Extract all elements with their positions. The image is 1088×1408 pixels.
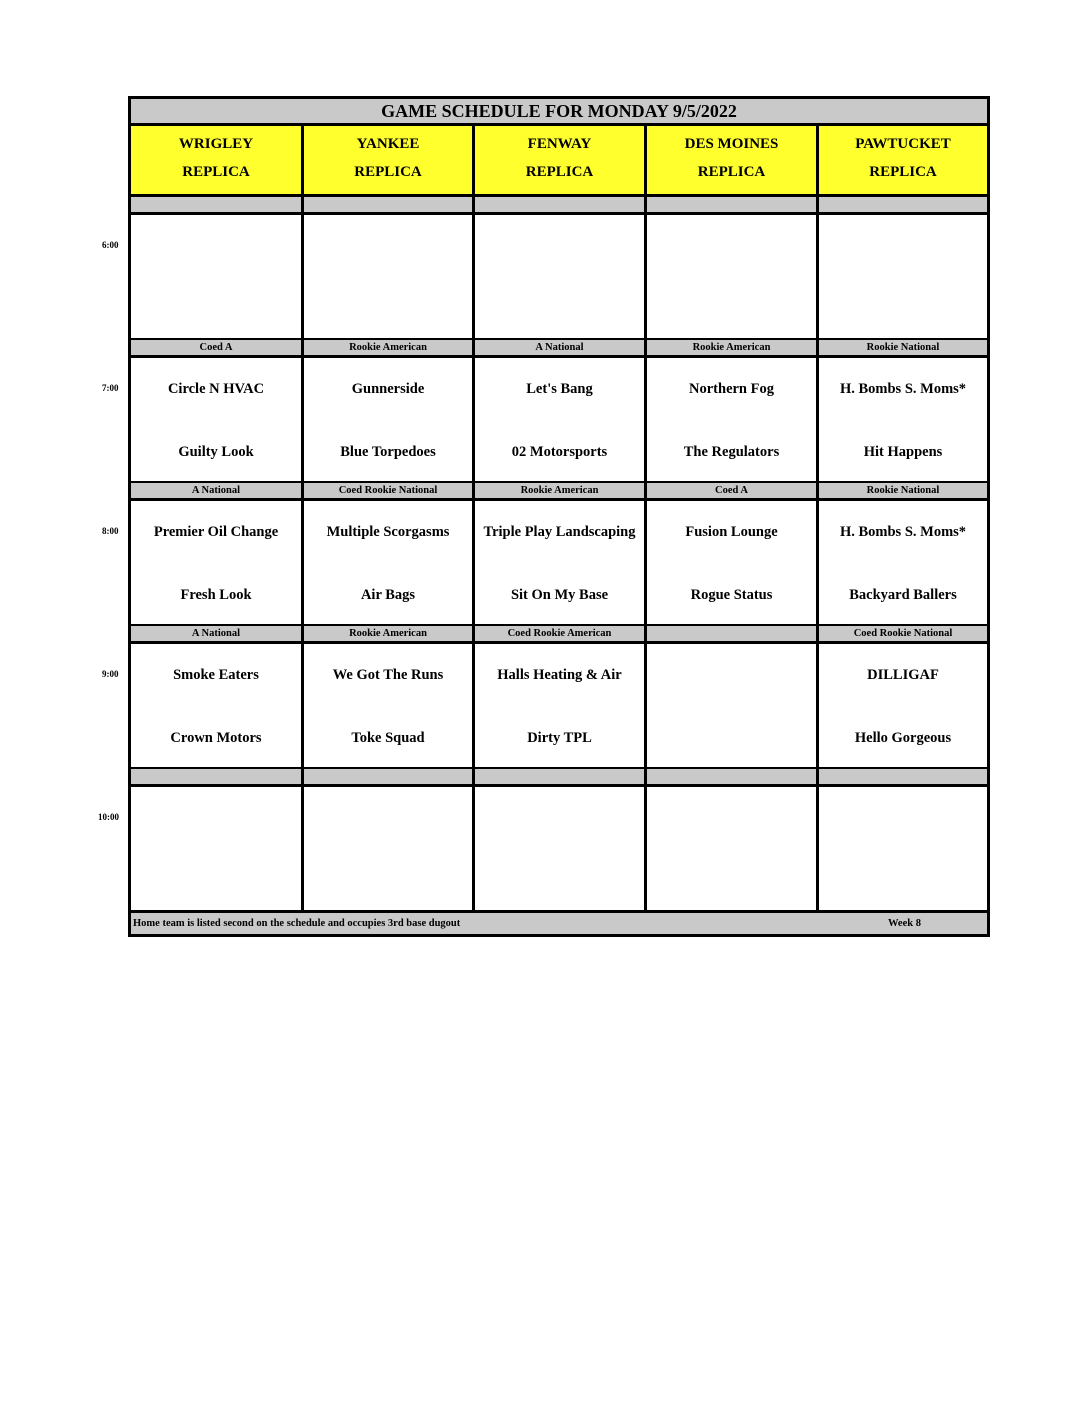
park-sub: REPLICA [525,164,594,180]
game-row [131,787,987,913]
away-team: Halls Heating & Air [497,667,622,683]
park-header-yankee [304,126,475,194]
game-cell [131,644,304,767]
away-team: We Got The Runs [332,667,444,683]
park-name: YANKEE [356,136,420,152]
away-team: Smoke Eaters [173,667,259,683]
game-cell [819,358,987,481]
game-row [131,644,987,770]
division-label: Coed Rookie American [475,626,647,641]
away-team: Multiple Scorgasms [326,524,450,540]
park-sub: REPLICA [697,164,766,180]
game-cell [475,644,647,767]
park-name: WRIGLEY [178,136,254,152]
game-cell [131,358,304,481]
division-label: Rookie American [304,626,475,641]
division-label [475,197,647,212]
home-team: Crown Motors [170,730,262,746]
game-cell [647,644,819,767]
home-team: Fresh Look [180,587,252,603]
park-sub: REPLICA [182,164,250,180]
game-cell [819,644,987,767]
division-label [304,769,475,784]
division-label: Coed A [131,340,304,355]
division-label: Rookie American [475,483,647,498]
home-team: The Regulators [683,444,780,460]
game-row [131,215,987,341]
away-team: Triple Play Landscaping [483,524,636,540]
home-team: Rogue Status [690,587,773,603]
division-label [819,769,987,784]
time-label: 6:00 [102,240,119,250]
away-team: Premier Oil Change [153,524,279,540]
game-cell [304,787,475,910]
home-team: Backyard Ballers [849,587,957,603]
game-cell [304,501,475,624]
division-label: Coed A [647,483,819,498]
game-cell [819,787,987,910]
division-label: Rookie American [304,340,475,355]
division-label [304,197,475,212]
game-cell [304,358,475,481]
away-team: Let's Bang [526,381,593,397]
game-cell [819,501,987,624]
game-cell [647,358,819,481]
division-row [131,340,987,358]
park-header-fenway [475,126,647,194]
park-name: FENWAY [527,136,592,152]
home-team: Air Bags [360,587,416,603]
time-label: 9:00 [102,669,119,679]
division-row [131,769,987,787]
park-sub: REPLICA [354,164,422,180]
game-cell [475,358,647,481]
game-cell [131,787,304,910]
division-label: Coed Rookie National [304,483,475,498]
home-team: Hit Happens [863,444,943,460]
home-team: Blue Torpedoes [340,444,436,460]
game-cell [304,644,475,767]
away-team: DILLIGAF [867,667,939,683]
division-label [131,197,304,212]
game-cell [475,215,647,338]
park-header-row [131,126,987,197]
time-label: 8:00 [102,526,119,536]
division-row [131,626,987,644]
division-label [131,769,304,784]
home-team: Dirty TPL [527,730,592,746]
time-label: 10:00 [98,812,119,822]
game-cell [647,215,819,338]
park-header-des-moines [647,126,819,194]
park-sub: REPLICA [869,164,937,180]
home-team: 02 Motorsports [511,444,608,460]
division-label: A National [131,626,304,641]
park-name: DES MOINES [684,136,779,152]
division-label: A National [131,483,304,498]
game-cell [819,215,987,338]
away-team: Northern Fog [689,381,774,397]
division-label [647,626,819,641]
time-label: 7:00 [102,383,119,393]
week-label: Week 8 [888,918,921,929]
game-cell [304,215,475,338]
away-team: H. Bombs S. Moms* [839,381,967,397]
division-label: A National [475,340,647,355]
game-cell [131,215,304,338]
schedule-table [128,96,990,937]
home-team: Sit On My Base [510,587,609,603]
away-team: H. Bombs S. Moms* [839,524,967,540]
away-team: Gunnerside [351,381,425,397]
away-team: Circle N HVAC [167,381,265,397]
game-cell [647,501,819,624]
footer-note: Home team is listed second on the schedule and occupies 3rd base dugout [133,918,461,929]
schedule-title: GAME SCHEDULE FOR MONDAY 9/5/2022 [131,99,987,126]
division-label [475,769,647,784]
game-cell [131,501,304,624]
game-row [131,358,987,484]
division-label: Rookie National [819,340,987,355]
division-label: Rookie American [647,340,819,355]
home-team: Hello Gorgeous [854,730,952,746]
park-header-wrigley [131,126,304,194]
division-label: Rookie National [819,483,987,498]
home-team: Guilty Look [178,444,254,460]
game-cell [475,787,647,910]
division-label [819,197,987,212]
division-label [647,197,819,212]
footer-bar [131,913,987,934]
park-header-pawtucket [819,126,987,194]
division-label: Coed Rookie National [819,626,987,641]
park-name: PAWTUCKET [855,136,951,152]
game-row [131,501,987,627]
division-label [647,769,819,784]
home-team: Toke Squad [351,730,425,746]
division-row [131,483,987,501]
division-row [131,197,987,215]
away-team: Fusion Lounge [685,524,778,540]
game-cell [475,501,647,624]
game-cell [647,787,819,910]
